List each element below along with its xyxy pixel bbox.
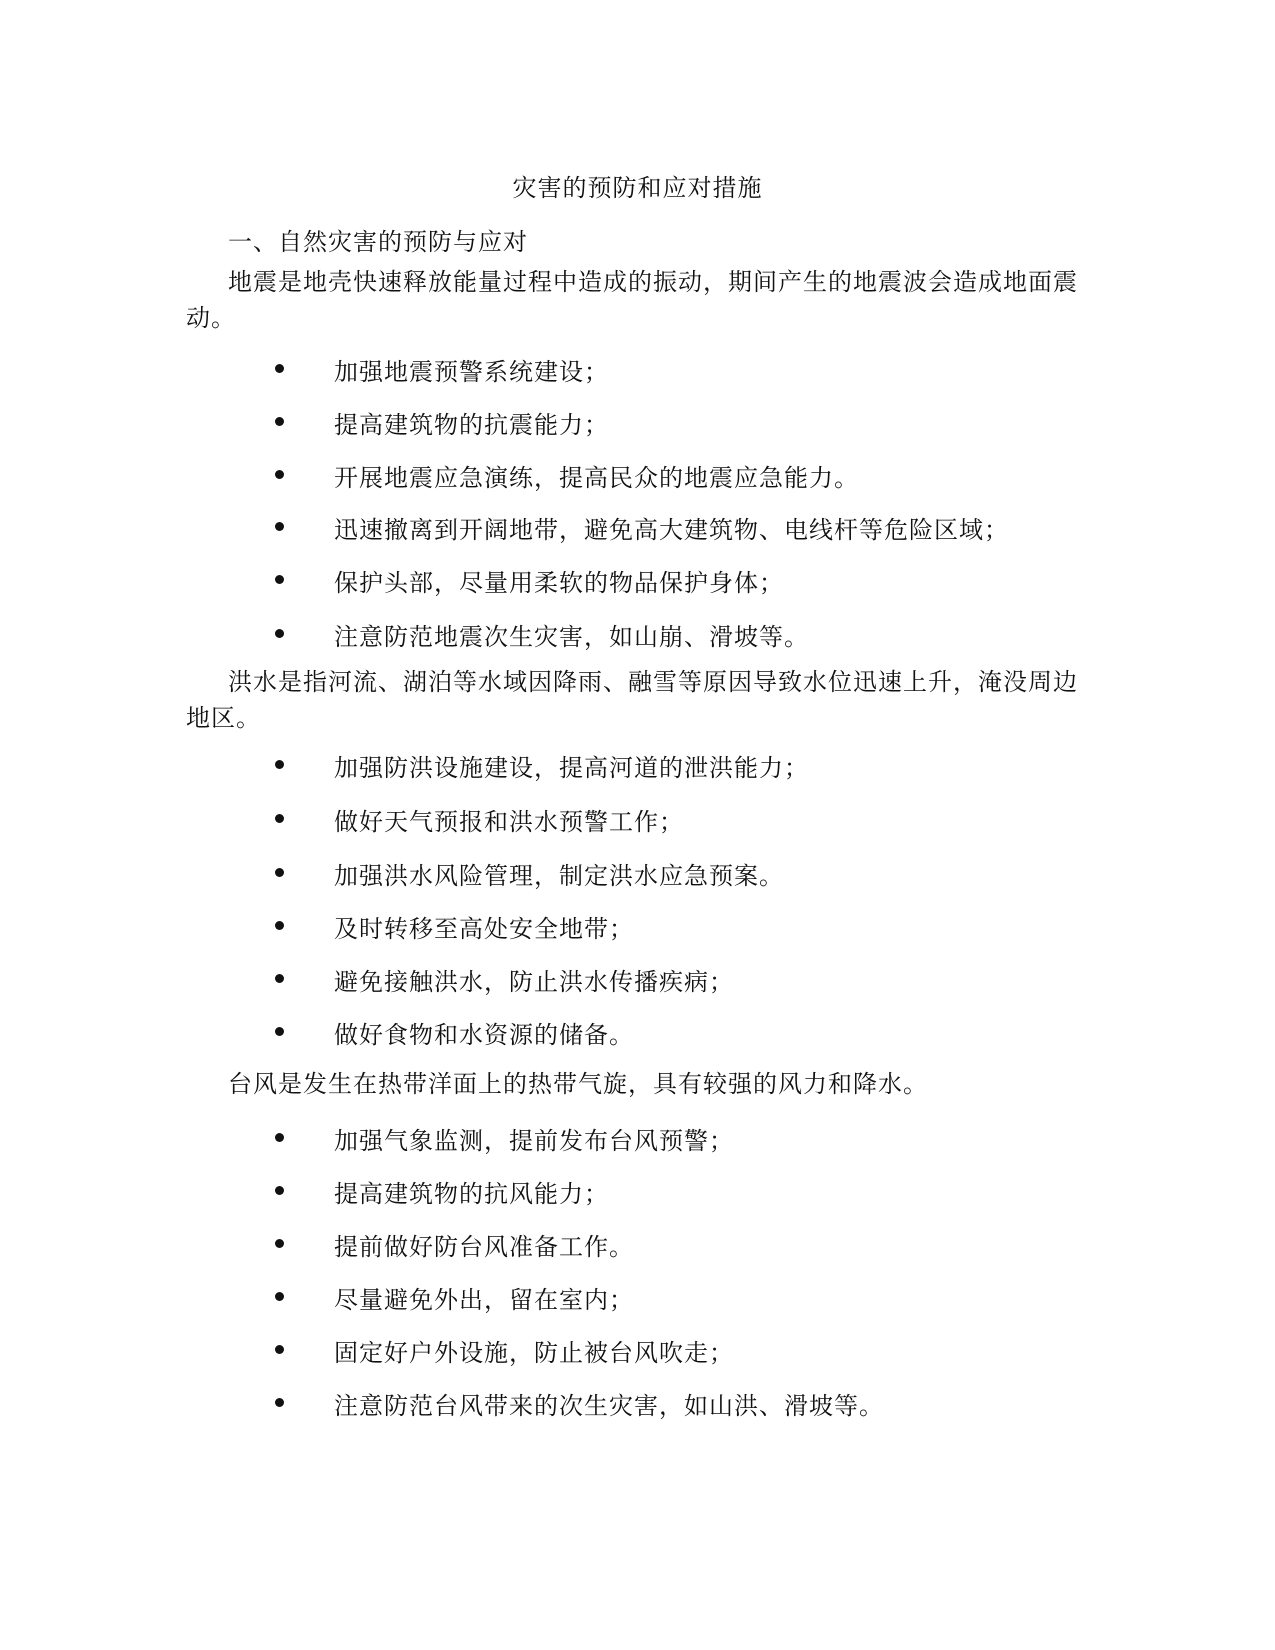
earthquake-intro: 地震是地壳快速释放能量过程中造成的振动，期间产生的地震波会造成地面震动。 [186, 268, 1078, 332]
bullet-icon [275, 1398, 284, 1407]
bullet-icon [275, 974, 284, 983]
bullet-icon [275, 1186, 284, 1195]
typhoon-intro: 台风是发生在热带洋面上的热带气旋，具有较强的风力和降水。 [228, 1070, 928, 1098]
document-page: 灾害的预防和应对措施 一、自然灾害的预防与应对 地震是地壳快速释放能量过程中造成的振动，期间产生的地震波会造成地面震动。 加强地震预警系统建设； 提高建筑物的抗震能力； 开展地震应急演练，提高民众的地震应急能力。 迅速撤离到开阔地带，避免高大建筑物、电线杆等危险区域； 保护头部，尽量用柔软的物品保护身体； 注意防范地震次生灾害，如山崩、滑坡等。 洪水是指河流、湖泊等水域因降雨、融雪等原因导致水位迅速上升，淹没周边地区。 加强防洪设施建设，提高河道的泄洪能力； 做好天气预报和洪水预警工作； 加强洪水风险管理，制定洪水应急预案。 及时转移至高处安全地带； 避免接触洪水，防止洪水传播疾病； 做好食物和水资源的储备。 台风是发生在热带洋面上的热带气旋，具有较强的风力和降水。 加强气象监测，提前发布台风预警； 提高建筑物的抗风能力； 提前做好防台风准备工作。 尽量避免外出，留在室内； 固定好户外设施，防止被台风吹走； 注意防范台风带来的次生灾害，如山洪、滑坡等。 [0, 0, 1275, 1650]
bullet-icon [275, 575, 284, 584]
bullet-icon [275, 1345, 284, 1354]
bullet-icon [275, 629, 284, 638]
bullet-icon [275, 1292, 284, 1301]
bullet-icon [275, 814, 284, 823]
bullet-icon [275, 522, 284, 531]
bullet-icon [275, 1239, 284, 1248]
bullet-icon [275, 921, 284, 930]
section-heading: 一、自然灾害的预防与应对 [228, 228, 528, 256]
bullet-icon [275, 868, 284, 877]
bullet-icon [275, 760, 284, 769]
bullet-icon [275, 1027, 284, 1036]
bullet-icon [275, 470, 284, 479]
bullet-icon [275, 1133, 284, 1142]
page-title: 灾害的预防和应对措施 [512, 174, 763, 202]
bullet-icon [275, 417, 284, 426]
flood-intro: 洪水是指河流、湖泊等水域因降雨、融雪等原因导致水位迅速上升，淹没周边地区。 [186, 668, 1078, 732]
bullet-icon [275, 364, 284, 373]
